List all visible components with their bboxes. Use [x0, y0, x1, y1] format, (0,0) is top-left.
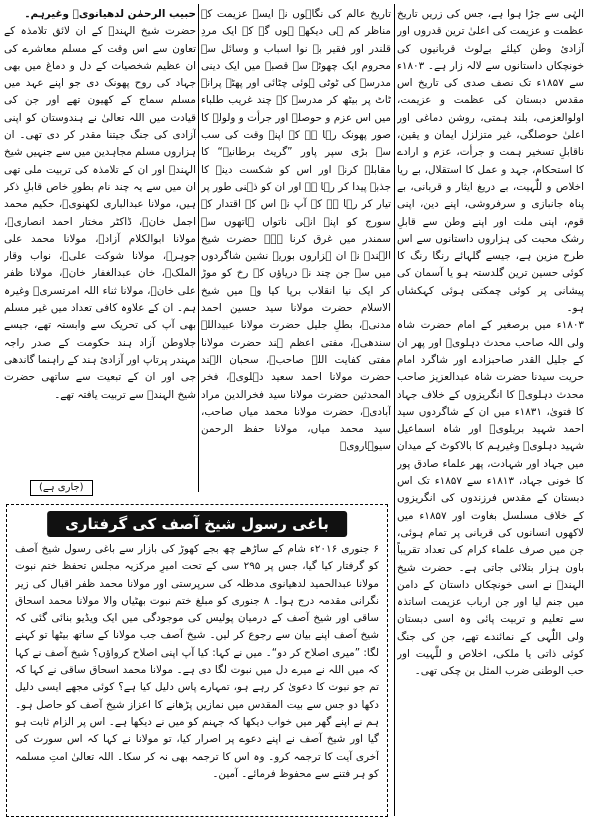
- article-paragraph: حبیب الرحمٰن لدھیانویؒ وغیرہم۔: [24, 8, 196, 20]
- article-column-middle: [201, 6, 391, 494]
- continued-label: (جاری ہے): [30, 480, 93, 496]
- news-box-title: باغی رسول شیخ آصف کی گرفتاری: [47, 511, 347, 537]
- article-paragraph: حضرت شیخ الہندؒ کے ان لائق تلامذہ کے تعاون سے اس وقت کے مسلم معاشرے کی ان عظیم شخصیات کے دل و دماغ میں بھی جہاد کی روح پھونک دی جو اپنے عہد میں مسلم سماج کے کھیون تھے اور جن کی قیادت میں اللہ تعالیٰ نے ہندوستان کو اپنی آزادی کی جنگ جیتنا مقدر کر دی تھی۔ ان ہزاروں مسلم مجاہدین میں سے جنہیں شیخ الہندؒ اور ان کے تلامذہ کی تربیت ملی تھی ان میں سے یہ چند نام بطورِ خاص قابلِ ذکر ہیں، مولانا عبدالباری لکھنویؒ، حکیم محمد اجمل خانؒ، ڈاکٹر مختار احمد انصاریؒ، مولانا ابوالکلام آزادؒ، مولانا محمد علی جوہرؒ، مولانا شوکت علیؒ، نواب وقار الملکؒ، خان عبدالغفار خانؒ، مولانا ظفر علی خانؒ، مولانا ثناء اللہ امرتسریؒ وغیرہ ہم۔ ان کے علاوہ کافی تعداد میں غیر مسلم بھی آپ کی تحریک سے وابستہ تھے، جیسے جلاوطن آزاد ہند حکومت کے صدر راجہ مہندر پرتاپ اور آزادیٔ ہند کے راہنما گاندھی جی اور ان کے تبعیت سے ساتھی حضرت شیخ الہندؒ سے تربیت یافتہ تھے۔: [4, 25, 196, 401]
- column-divider: [198, 4, 199, 492]
- article-paragraph: تاریخ عالم کی نگاہوں نے ایسے عزیمت کے مناظر کم ہی دیکھے ہوں گے کہ ایک مردِ قلندر اور فقیر بے نوا اسباب و وسائل سے محروم ایک چھوٹے سے قصبے میں ایک دینی مدرسہ کی ٹوٹی ہوئی چٹائی اور پھٹے پرانے ٹاٹ پر بیٹھ کر مدرسے کے چند غریب طلباء میں اس عزم و حوصلے اور جرأت و ولولے کا صور پھونک رہا ہے کہ اپنے وقت کی سب سے بڑی سپر پاور ”گریٹ برطانیہ“ کا مقابلہ کرنے اور اس کو شکست دینے کا جذبہ پیدا کر رہا ہے اور ان کو ذہنی طور پر تیار کر رہا ہے کہ آپ نے اس کے اقتدار کے سورج کو اپنے انہی ناتواں ہاتھوں سے سمندر میں غرق کرنا ہے۔ حضرت شیخ الہندؒ نے ان ہزاروں بوریہ نشین شاگردوں میں سے جن چند نے دریاؤں کے رخ کو موڑ کر ایک نیا انقلاب برپا کیا وہ میں شیخ الاسلام حضرت مولانا سید حسین احمد مدنیؒ، بطلِ جلیل حضرت مولانا عبیداللہ سندھیؒ، مفتی اعظم ہند حضرت مولانا مفتی کفایت اللہ صاحبؒ، سحبان الہند حضرت مولانا احمد سعید دہلویؒ، فخر المحدثین حضرت مولانا سید فخرالدین مراد آبادیؒ، حضرت مولانا محمد میاں صاحب، سید محمد میاں، مولانا حفظ الرحمن سیوہارویؒ: [201, 8, 391, 453]
- news-box: [6, 504, 388, 817]
- article-paragraph: ۱۸۰۳ء میں برصغیر کے امام حضرت شاہ ولی اللہ صاحب محدث دہلویؒ اور پھر ان کے جلیل القدر صاحبزادے اور شاگرد امام حریت سیدنا حضرت شاہ عبدالعزیز صاحب محدث دہلویؒ کا انگریزوں کے خلاف جہاد کا فتویٰ، ۱۸۳۱ء میں ان کے شاگردوں سید احمد شہید بریلویؒ اور شاہ اسماعیل شہید دہلویؒ وغیرہم کا بالاکوٹ کے میدان میں جہاد اور شہادت، پھر علماء صادق پور کا خونی جہاد، ۱۸۱۳ء سے ۱۸۵۷ء تک اس دبستان کے مقدس فرزندوں کی انگریزوں کے خلاف مسلسل بغاوت اور ۱۸۵۷ء میں لاکھوں انسانوں کی قربانی پر تمام ہوئی، جن میں صرف علماء کرام کی تعداد تقریباً باون ہزار بتلائی جاتی ہے۔ حضرت شیخ الہندؒ نے اسی خونچکاں داستان کے دامن میں جنم لیا اور جن ارباب عزیمت اساتذہ سے تعلیم و تربیت پائی وہ اسی دبستان ولی اللّٰہی کے نمائندے تھے، جن کی جنگ کوئی ذاتی یا ملکی، اخلاص و للّٰہیت اور حب الوطنی ضرب المثل بن چکی تھی۔: [397, 319, 584, 678]
- news-box-body: ۶ جنوری ۲۰۱۶ء شام کے ساڑھے چھ بجے کھوڑ کی بازار سے باغی رسول شیخ آصف کو گرفتار کیا گیا، جس پر ۲۹۵ سی کے تحت امیرِ مرکزیہ مجلس تحفظ ختم نبوت مولانا عبدالحمید لدھیانوی مدظلہ کی سرپرستی اور مولانا محمد ظفر اقبال کی زیر نگرانی مقدمہ درج ہوا۔ ۸ جنوری کو مبلغ ختم نبوت بھٹیاں والا مولانا محمد اسحاق ساقی اور شیخ آصف کے درمیان پولیس کی موجودگی میں ایک ویڈیو بنائی گئی کہ شیخ آصف اپنے بیان سے رجوع کر لیں۔ شیخ آصف جب مولانا کے ساتھ بیٹھا تو کہنے لگا: ”میری اصلاح کر دو“۔ میں نے کہا: کیا آپ اپنی اصلاح کرواؤں؟ شیخ آصف نے کہا کہ میں اللہ نے میرے دل میں نبوت لگا دی ہے۔ مولانا محمد اسحاق ساقی نے کہا کہ تم جو نبوت کا دعویٰ کر رہے ہو، تمہارے پاس دلیل کیا ہے؟ کوئی مجھے ایسی دلیل دکھا دو جس سے بیت المقدس میں نمازیں پڑھانے کا اعزاز شیخ آصف کو حاصل ہو۔ ہم نے اپنے گھر میں خواب دیکھا کہ جہنم کو میں نے دیکھا ہے۔ اس پر الزام ثابت ہو گیا اور شیخ آصف نے اپنے دعوے پر اصرار کیا، تو مولانا نے کہا کہ اس سورت کی آخری آیت کا ترجمہ کرو۔ وہ اس کا ترجمہ بھی نہ کر سکا۔ اللہ تعالیٰ امتِ مسلمہ کو ہر فتنے سے محفوظ فرمائے۔ آمین۔: [15, 543, 379, 780]
- column-divider: [394, 4, 395, 816]
- article-paragraph: الہٰی سے جڑا ہوا ہے، جس کی زریں تاریخ عظمت و عزیمت کی اعلیٰ ترین قدروں اور آزادیٔ وطن کیلئے بےلوث قربانیوں کی خونچکاں داستانوں سے لالہ زار ہے۔ ۱۸۰۳ء سے ۱۸۵۷ء تک نصف صدی کی تاریخ اس مقدس دبستان کی عظمت و عزیمت، اولوالعزمی، بلند ہمتی، روشن دماغی اور اعلیٰ حوصلگی، غیر متزلزل ایمان و یقین، ناقابلِ تسخیر ہمت و جرأت، عزم و ارادے کا استحکام، جہد و عمل کا استقلال، بے ریا اخلاص و للّٰہیت، بے دریغ ایثار و قربانی، بے پناہ جانبازی و سرفروشی، اپنے دین، اپنی قوم، اپنی ملت اور اپنے وطن سے قابلِ رشک محبت کی ہزاروں داستانوں سے اس طرح مزین ہے، جیسے گلہائے رنگا رنگ کا کوئی حسین ترین گلدستہ ہو یا آسمان کی پیشانی پر کوئی چمکتی ہوئی کہکشاں ہو۔: [397, 8, 584, 315]
- article-column-left: [4, 6, 196, 446]
- article-column-right: [397, 6, 584, 818]
